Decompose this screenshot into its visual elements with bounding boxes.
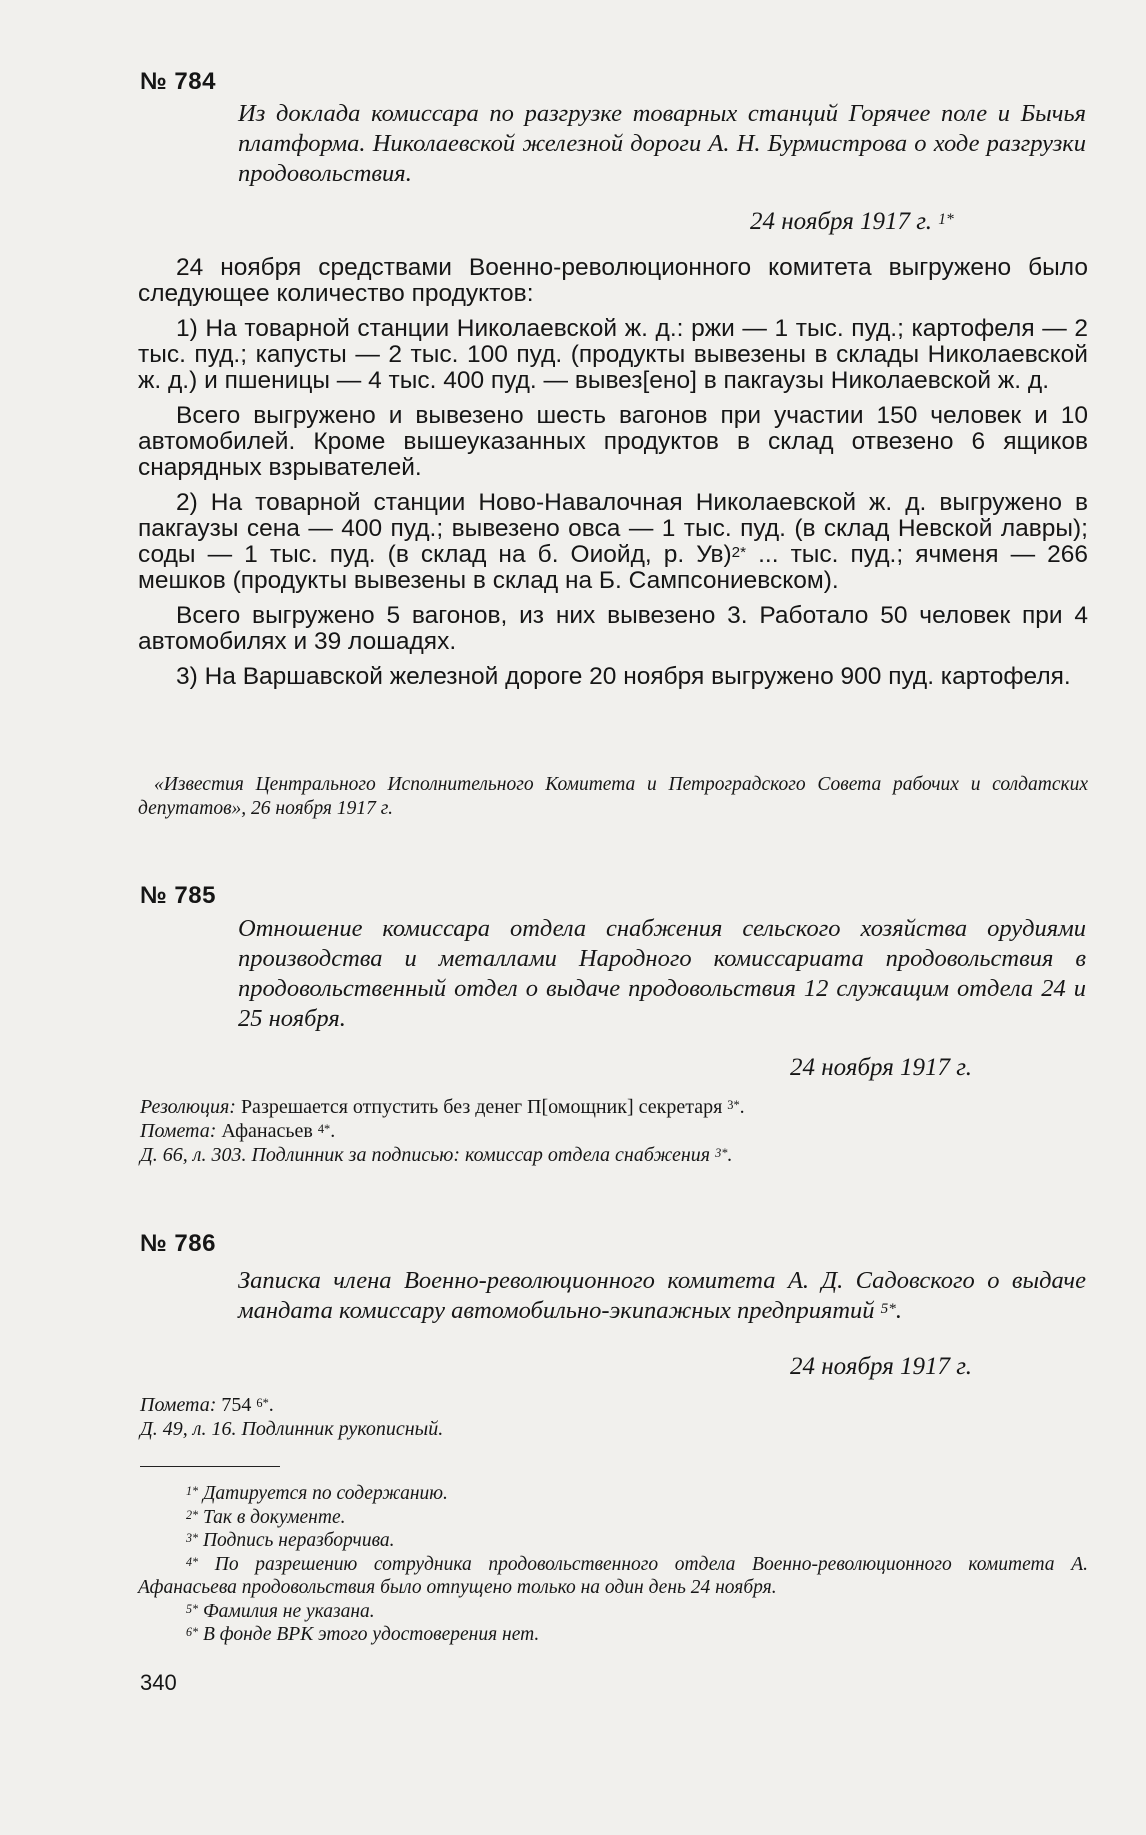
doc-784-heading: Из доклада комиссара по разгрузке товарных станций Горячее поле и Бычья платформа. Николаевской железной дороги А. Н. Бурмистрова о ходе разгрузки продовольствия. bbox=[238, 100, 1086, 187]
doc-786-archive: Д. 49, л. 16. Подлинник рукописный. bbox=[140, 1418, 444, 1440]
footnotes bbox=[138, 1482, 1088, 1647]
paragraph: 24 ноября средствами Военно-революционного комитета выгружено было следующее количество продуктов: bbox=[138, 254, 1088, 307]
footnote-mark: 2* bbox=[186, 1507, 199, 1522]
doc-786-mark: Помета: 754 $^{6*}$. bbox=[140, 1394, 274, 1416]
doc-786-number: № 786 bbox=[140, 1230, 216, 1257]
footnote-mark: 3* bbox=[186, 1531, 199, 1546]
footnote-text: Подпись неразборчива. bbox=[202, 1530, 395, 1551]
doc-785-date: 24 ноября 1917 г. bbox=[790, 1054, 972, 1081]
doc-785-mark: Помета: Афанасьев $^{4*}$. bbox=[140, 1120, 336, 1142]
footnote-ref-4: 4* bbox=[317, 1122, 331, 1137]
doc-786-date: 24 ноября 1917 г. bbox=[790, 1353, 972, 1380]
paragraph: Всего выгружено 5 вагонов, из них вывезено 3. Работало 50 человек при 4 автомобилях и 39 лошадях. bbox=[138, 602, 1088, 655]
paragraph bbox=[138, 490, 1088, 594]
footnote-mark: 5* bbox=[186, 1601, 199, 1616]
footnote-ref-5: 5* bbox=[880, 1300, 896, 1318]
footnote bbox=[138, 1623, 1088, 1647]
footnote bbox=[138, 1600, 1088, 1624]
doc-784-date-text: 24 ноября 1917 г. bbox=[750, 208, 932, 235]
paragraph: Всего выгружено и вывезено шесть вагонов при участии 150 человек и 10 автомобилей. Кроме вышеуказанных продуктов в склад отвезено 6 ящиков снарядных взрывателей. bbox=[138, 402, 1088, 481]
footnote-mark: 1* bbox=[186, 1484, 199, 1499]
footnote-mark: 6* bbox=[186, 1625, 199, 1640]
doc-785-archive: Д. 66, л. 303. Подлинник за подписью: комиссар отдела снабжения $^{3*}$. bbox=[140, 1144, 733, 1166]
footnote-text: Датируется по содержанию. bbox=[202, 1483, 448, 1504]
paragraph-text: ... тыс. пуд.; ячменя — 266 мешков (продукты вывезены в склад на Б. Сампсониевском). bbox=[138, 541, 1089, 594]
doc-785-number: № 785 bbox=[140, 882, 216, 909]
doc-784-body bbox=[138, 255, 1088, 690]
footnote-text: Так в документе. bbox=[202, 1506, 346, 1528]
doc-785-heading: Отношение комиссара отдела снабжения сельского хозяйства орудиями производства и металлами Народного комиссариата продовольствия в продовольственный отдел о выдаче продовольствия 12 служащим отдела 24 и 25 ноября. bbox=[238, 915, 1086, 1032]
footnote-text: По разрешению сотрудника продовольственного отдела Военно-революционного комитета А. Афанасьева продовольствия было отпущено только на один день 24 ноября. bbox=[138, 1553, 1088, 1598]
footnote-ref-3: 3* bbox=[727, 1098, 740, 1113]
doc-784-date bbox=[750, 208, 954, 236]
mark-text: Афанасьев bbox=[216, 1120, 313, 1142]
footnote-ref-6: 6* bbox=[256, 1396, 269, 1411]
mark-text: 754 bbox=[216, 1394, 252, 1416]
footnote-ref-3b: 3* bbox=[715, 1146, 728, 1161]
resolution-label: Резолюция: bbox=[140, 1096, 236, 1118]
footnote-text: Фамилия не указана. bbox=[202, 1600, 375, 1622]
footnote bbox=[138, 1529, 1088, 1553]
footnote-ref-2: 2* bbox=[731, 544, 747, 562]
paragraph: 3) На Варшавской железной дороге 20 ноября выгружено 900 пуд. картофеля. bbox=[176, 663, 1071, 690]
footnote-rule bbox=[140, 1466, 280, 1467]
footnote-ref-1: 1* bbox=[938, 211, 954, 229]
page-number: 340 bbox=[140, 1670, 177, 1695]
footnote-mark: 4* bbox=[186, 1554, 199, 1569]
archive-text: Д. 66, л. 303. Подлинник за подписью: комиссар отдела снабжения bbox=[140, 1144, 711, 1166]
footnote-text: В фонде ВРК этого удостоверения нет. bbox=[202, 1624, 540, 1645]
doc-785-resolution: Резолюция: Разрешается отпустить без денег П[омощник] секретаря $^{3*}$. bbox=[140, 1096, 745, 1118]
mark-label: Помета: bbox=[140, 1394, 217, 1416]
footnote bbox=[138, 1553, 1088, 1600]
resolution-text: Разрешается отпустить без денег П[омощник] секретаря bbox=[235, 1096, 723, 1118]
mark-label: Помета: bbox=[140, 1120, 217, 1142]
paragraph-text: 2) На товарной станции Ново-Навалочная Николаевской ж. д. выгружено в пакгаузы сена — 400 пуд.; вывезено овса — 1 тыс. пуд. (в склад Невской лавры); соды — 1 тыс. пуд. (в склад на б. Оиойд, р. Ув) bbox=[138, 489, 1088, 568]
doc-784-number: № 784 bbox=[140, 68, 216, 95]
footnote bbox=[138, 1506, 1088, 1530]
doc-786-heading-text: Записка члена Военно-революционного комитета А. Д. Садовского о выдаче мандата комиссару автомобильно-экипажных предприятий bbox=[238, 1267, 1086, 1324]
doc-784-source: «Известия Центрального Исполнительного Комитета и Петроградского Совета рабочих и солдатских депутатов», 26 ноября 1917 г. bbox=[138, 774, 1088, 819]
footnote bbox=[138, 1482, 1088, 1506]
paragraph: 1) На товарной станции Николаевской ж. д.: ржи — 1 тыс. пуд.; картофеля — 2 тыс. пуд.; капусты — 2 тыс. 100 пуд. (продукты вывезены в склады Николаевской ж. д.) и пшеницы — 4 тыс. 400 пуд. — вывез[ено] в пакгаузы Николаевской ж. д. bbox=[138, 315, 1088, 394]
doc-786-heading: Записка члена Военно-революционного комитета А. Д. Садовского о выдаче мандата комиссару автомобильно-экипажных предприятий $^{5*}$. bbox=[238, 1267, 1086, 1324]
